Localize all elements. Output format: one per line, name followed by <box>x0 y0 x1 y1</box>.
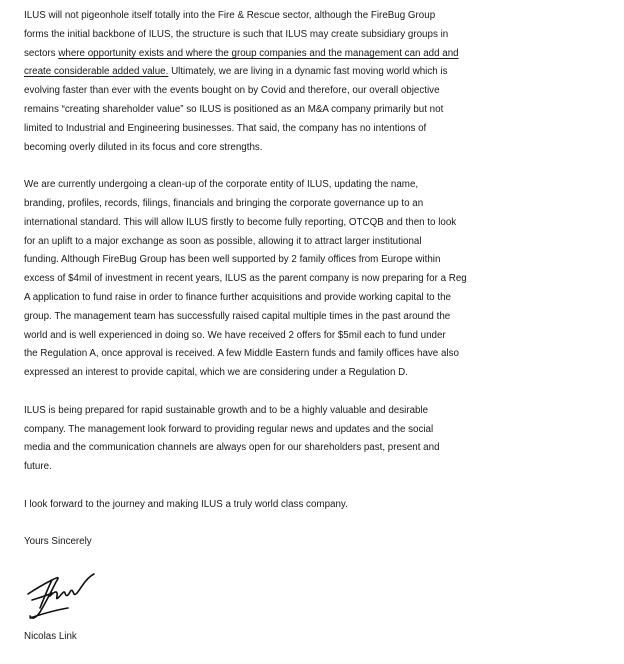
text-line: I look forward to the journey and making ILUS a truly world class company. <box>24 498 348 510</box>
text-segment: sectors <box>24 47 59 59</box>
paragraph-spacer <box>24 157 614 176</box>
paragraph-spacer <box>24 515 614 534</box>
text-line: ILUS will not pigeonhole itself totally into the Fire & Rescue sector, although the FireBug Group <box>24 10 436 21</box>
text-line: We are currently undergoing a clean-up of the corporate entity of ILUS, updating the name, <box>24 179 419 191</box>
text-line <box>24 63 614 82</box>
text-segment: Ultimately, we are living in a dynamic fast moving world which is <box>168 66 448 78</box>
text-line: ILUS is being prepared for rapid sustainable growth and to be a highly valuable and desirable <box>24 404 429 416</box>
paragraph-spacer <box>24 477 614 496</box>
text-line: branding, profiles, records, filings, financials and bringing the corporate governance up to an <box>24 197 424 209</box>
text-line: the Regulation A, once approval is received. A few Middle Eastern funds and family offices have also <box>24 348 459 360</box>
text-line <box>24 45 614 64</box>
paragraph-spacer <box>24 383 614 402</box>
text-line: A application to fund raise in order to finance further acquisitions and provide working capital to the <box>24 291 451 303</box>
text-line: limited to Industrial and Engineering businesses. That said, the company has no intentions of <box>24 122 427 134</box>
text-line: company. The management look forward to providing regular news and updates and the social <box>24 423 434 435</box>
paragraph-3 <box>24 402 614 477</box>
text-line: for an uplift to a major exchange as soon as possible, allowing it to attract larger institutional <box>24 235 422 247</box>
text-line: international standard. This will allow ILUS firstly to become fully reporting, OTCQB and then to look <box>24 216 457 228</box>
paragraph-4 <box>24 496 614 515</box>
text-line: group. The management team has successfully raised capital multiple times in the past around the <box>24 310 451 322</box>
text-line: forms the initial backbone of ILUS, the structure is such that ILUS may create subsidiary groups in <box>24 28 449 40</box>
text-line: evolving faster than ever with the events bought on by Covid and therefore, our overall objective <box>24 85 440 97</box>
letter-body <box>24 7 614 647</box>
underlined-text: where opportunity exists and where the group companies and the management can add and <box>58 47 459 59</box>
paragraph-1 <box>24 7 614 157</box>
text-line: media and the communication channels are always open for our shareholders past, present and <box>24 442 440 454</box>
text-line: remains “creating shareholder value” so ILUS is positioned as an M&A company primarily but not <box>24 103 444 115</box>
signer-name <box>24 628 614 647</box>
text-line: world and is well experienced in doing so. We have received 2 offers for $5mil each to fund under <box>24 329 446 341</box>
closing-text: Yours Sincerely <box>24 536 92 548</box>
text-line: excess of $4mil of investment in recent years, ILUS as the parent company is now preparing for a Reg <box>24 273 467 285</box>
handwritten-signature-icon <box>22 560 102 624</box>
text-line: becoming overly diluted in its focus and core strengths. <box>24 141 263 153</box>
text-line: expressed an interest to provide capital, which we are considering under a Regulation D. <box>24 367 408 379</box>
text-line: future. <box>24 461 52 473</box>
text-line: funding. Although FireBug Group has been well supported by 2 family offices from Europe within <box>24 254 441 266</box>
closing <box>24 533 614 552</box>
underlined-text: create considerable added value. <box>24 66 169 78</box>
signer-name-text: Nicolas Link <box>24 631 77 643</box>
paragraph-2 <box>24 176 614 383</box>
